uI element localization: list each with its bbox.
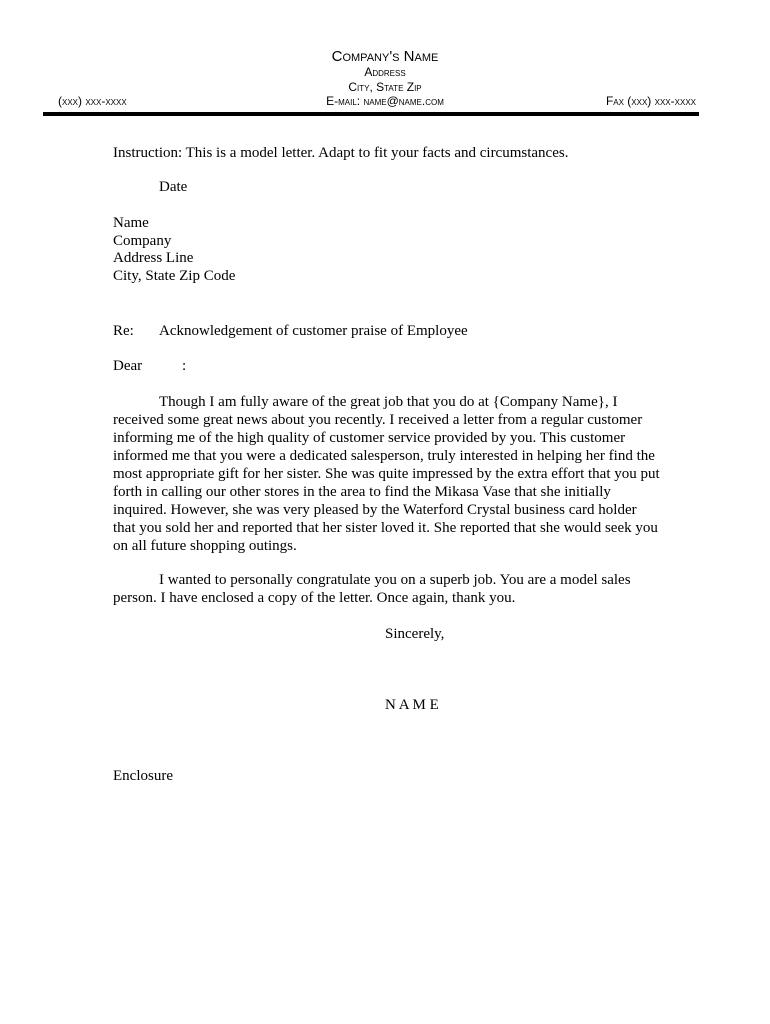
letterhead-email: E-mail: name@name.com [326, 94, 444, 108]
company-name: Company's Name [331, 48, 439, 65]
salutation: Dear [113, 358, 143, 374]
letterhead-phone: (xxx) xxx-xxxx [58, 94, 127, 108]
re-label: Re: [113, 323, 134, 339]
re-subject: Acknowledgement of customer praise of Employee [159, 323, 468, 339]
instruction-text: Instruction: This is a model letter. Adapt to fit your facts and circumstances. [113, 145, 569, 161]
recipient-address-line: Address Line [113, 250, 194, 266]
salutation-colon: : [182, 358, 187, 374]
letterhead-divider [43, 112, 699, 116]
body-paragraph-1: Though I am fully aware of the great job that you do at {Company Name}, I received some great news about you recently. I received a letter from a regular customer informing me of the high quality of customer service provided by you. This customer informed me that you were a dedicated salesperson, truly interested in helping her find the most appropriate gift for her sister. She was quite impressed by the extra effort that you put forth in calling our other stores in the area to find the Mikasa Vase that she initially inquired. However, she was very pleased by the Waterford Crystal business card holder that you sold her and reported that her sister loved it. She reported that she would seek you on all future shopping outings. [113, 394, 660, 554]
recipient-company: Company [113, 233, 172, 249]
letterhead-address: Address [364, 65, 406, 79]
letterhead-city-state-zip: City, State Zip [348, 80, 422, 94]
enclosure-note: Enclosure [113, 768, 173, 784]
body-paragraph-2: I wanted to personally congratulate you on a superb job. You are a model sales person. I have enclosed a copy of the letter. Once again, thank you. [113, 572, 631, 606]
recipient-city-state-zip: City, State Zip Code [113, 268, 236, 284]
recipient-name: Name [113, 215, 149, 231]
closing: Sincerely, [385, 626, 445, 642]
letter-date: Date [159, 179, 188, 195]
signature-name: N A M E [385, 697, 439, 713]
letterhead-fax: Fax (xxx) xxx-xxxx [605, 94, 696, 108]
